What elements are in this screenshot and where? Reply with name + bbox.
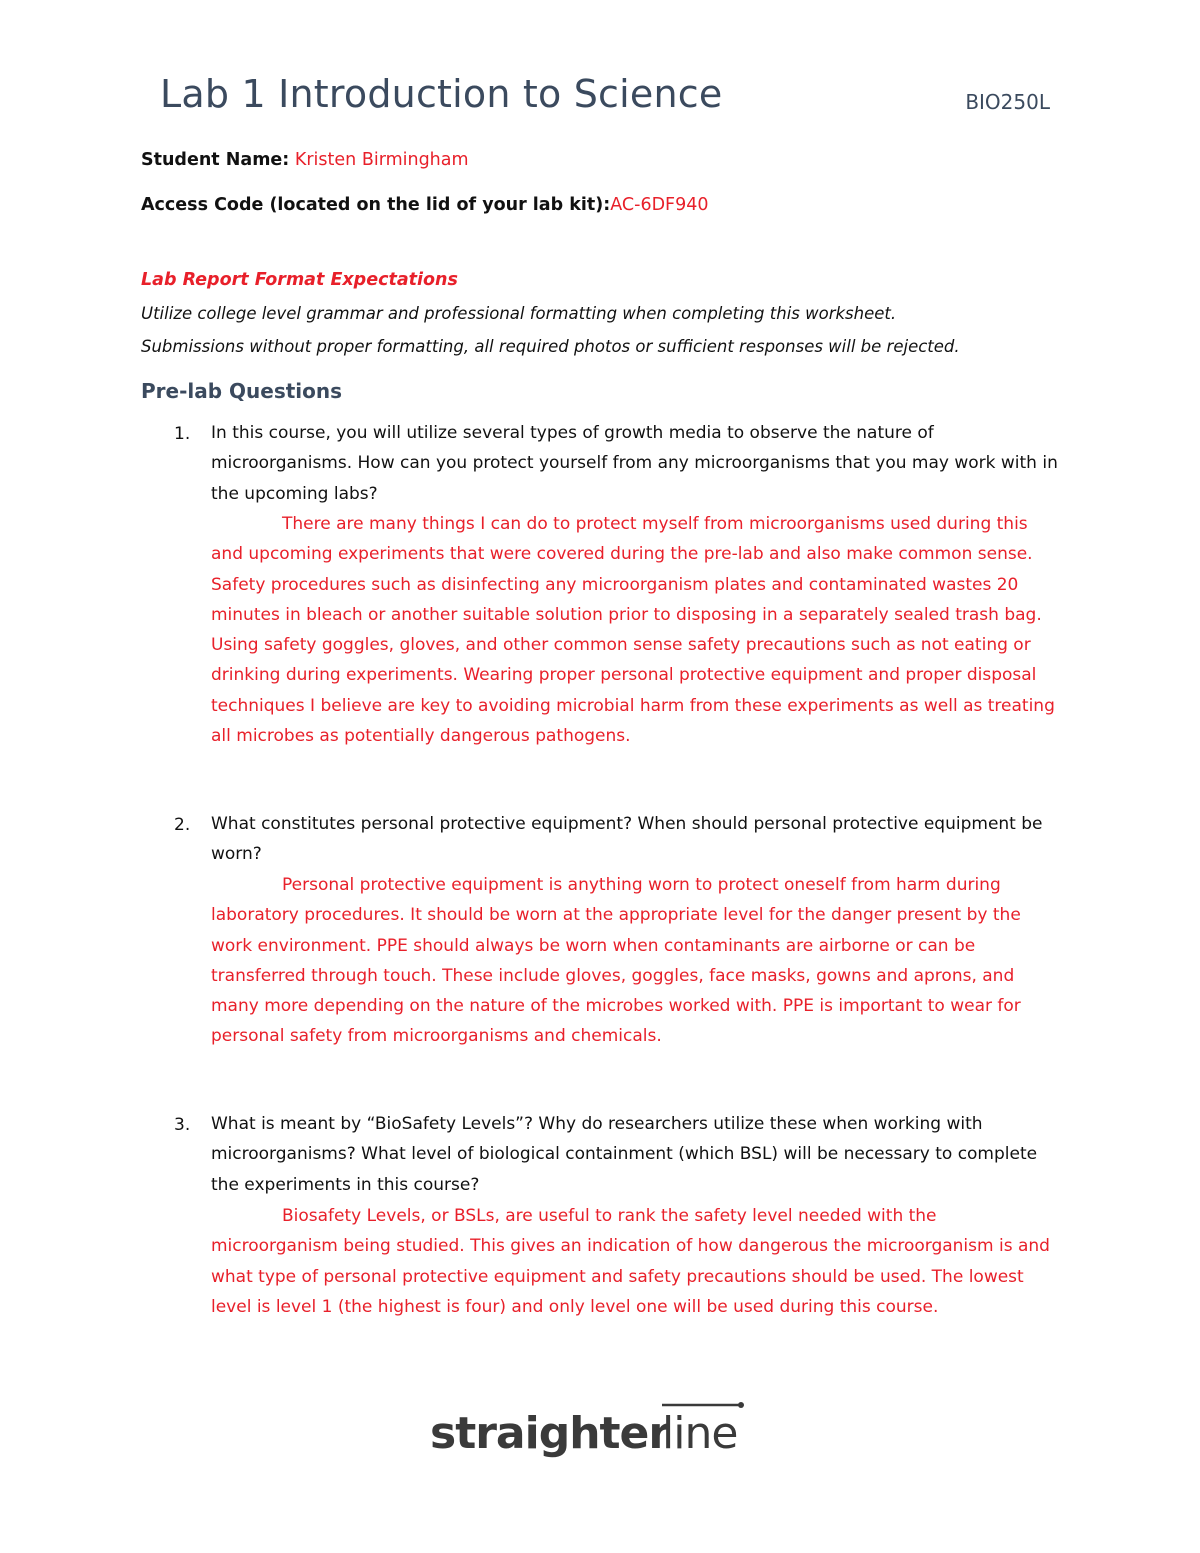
student-name-value: Kristen Birmingham bbox=[294, 150, 469, 170]
course-code: BIO250L bbox=[965, 90, 1050, 114]
question-1-number: 1. bbox=[174, 424, 191, 444]
format-instruction-line-2: Submissions without proper formatting, all required photos or sufficient responses will be rejected. bbox=[141, 337, 960, 356]
format-instruction-line-1: Utilize college level grammar and professional formatting when completing this worksheet. bbox=[141, 304, 897, 323]
question-2-number: 2. bbox=[174, 815, 191, 835]
answer-1-text: There are many things I can do to protect myself from microorganisms used during this and upcoming experiments that were covered during the pre-lab and also make common sense. Safety procedures such as disinfecting any microorganism plates and contaminated wastes 20 minutes in bleach or another suitable solution prior to disposing in a separately sealed trash bag. Using safety goggles, gloves, and other common sense safety precautions such as not eating or drinking during experiments. Wearing proper personal protective equipment and proper disposal techniques I believe are key to avoiding microbial harm from these experiments as well as treating all microbes as potentially dangerous pathogens. bbox=[211, 514, 1055, 747]
access-code-label: Access Code (located on the lid of your lab kit): bbox=[141, 195, 611, 215]
logo-text-line: line bbox=[662, 1408, 738, 1459]
logo-text-straighter: straighter bbox=[430, 1408, 670, 1459]
access-code-field bbox=[141, 195, 709, 215]
student-name-label: Student Name: bbox=[141, 150, 290, 170]
answer-2-text: Personal protective equipment is anything worn to protect oneself from harm during laboratory procedures. It should be worn at the appropriate level for the danger present by the work environment. PPE should always be worn when contaminants are airborne or can be transferred through touch. These include gloves, goggles, face masks, gowns and aprons, and many more depending on the nature of the microbes worked with. PPE is important to wear for personal safety from microorganisms and chemicals. bbox=[211, 875, 1021, 1047]
format-expectations-heading: Lab Report Format Expectations bbox=[141, 270, 458, 290]
straighterline-logo-mark bbox=[430, 1402, 760, 1472]
answer-3-text: Biosafety Levels, or BSLs, are useful to rank the safety level needed with the microorganism being studied. This gives an indication of how dangerous the microorganism is and what type of personal protective equipment and safety precautions should be used. The lowest level is level 1 (the highest is four) and only level one will be used during this course. bbox=[211, 1206, 1050, 1317]
question-2-text: What constitutes personal protective equipment? When should personal protective equipment be worn? bbox=[211, 814, 1043, 865]
question-1-text: In this course, you will utilize several types of growth media to observe the nature of microorganisms. How can you protect yourself from any microorganisms that you may work with in the upcoming labs? bbox=[211, 423, 1058, 504]
question-3-text: What is meant by “BioSafety Levels”? Why do researchers utilize these when working with microorganisms? What level of biological containment (which BSL) will be necessary to complete the experiments in this course? bbox=[211, 1114, 1038, 1195]
title-row bbox=[160, 72, 1050, 122]
document-title: Lab 1 Introduction to Science bbox=[160, 72, 723, 116]
access-code-value: AC-6DF940 bbox=[610, 195, 709, 215]
student-name-field bbox=[141, 150, 469, 170]
prelab-questions-heading: Pre-lab Questions bbox=[141, 379, 343, 403]
question-3-number: 3. bbox=[174, 1115, 191, 1135]
straighterline-logo bbox=[430, 1402, 760, 1472]
